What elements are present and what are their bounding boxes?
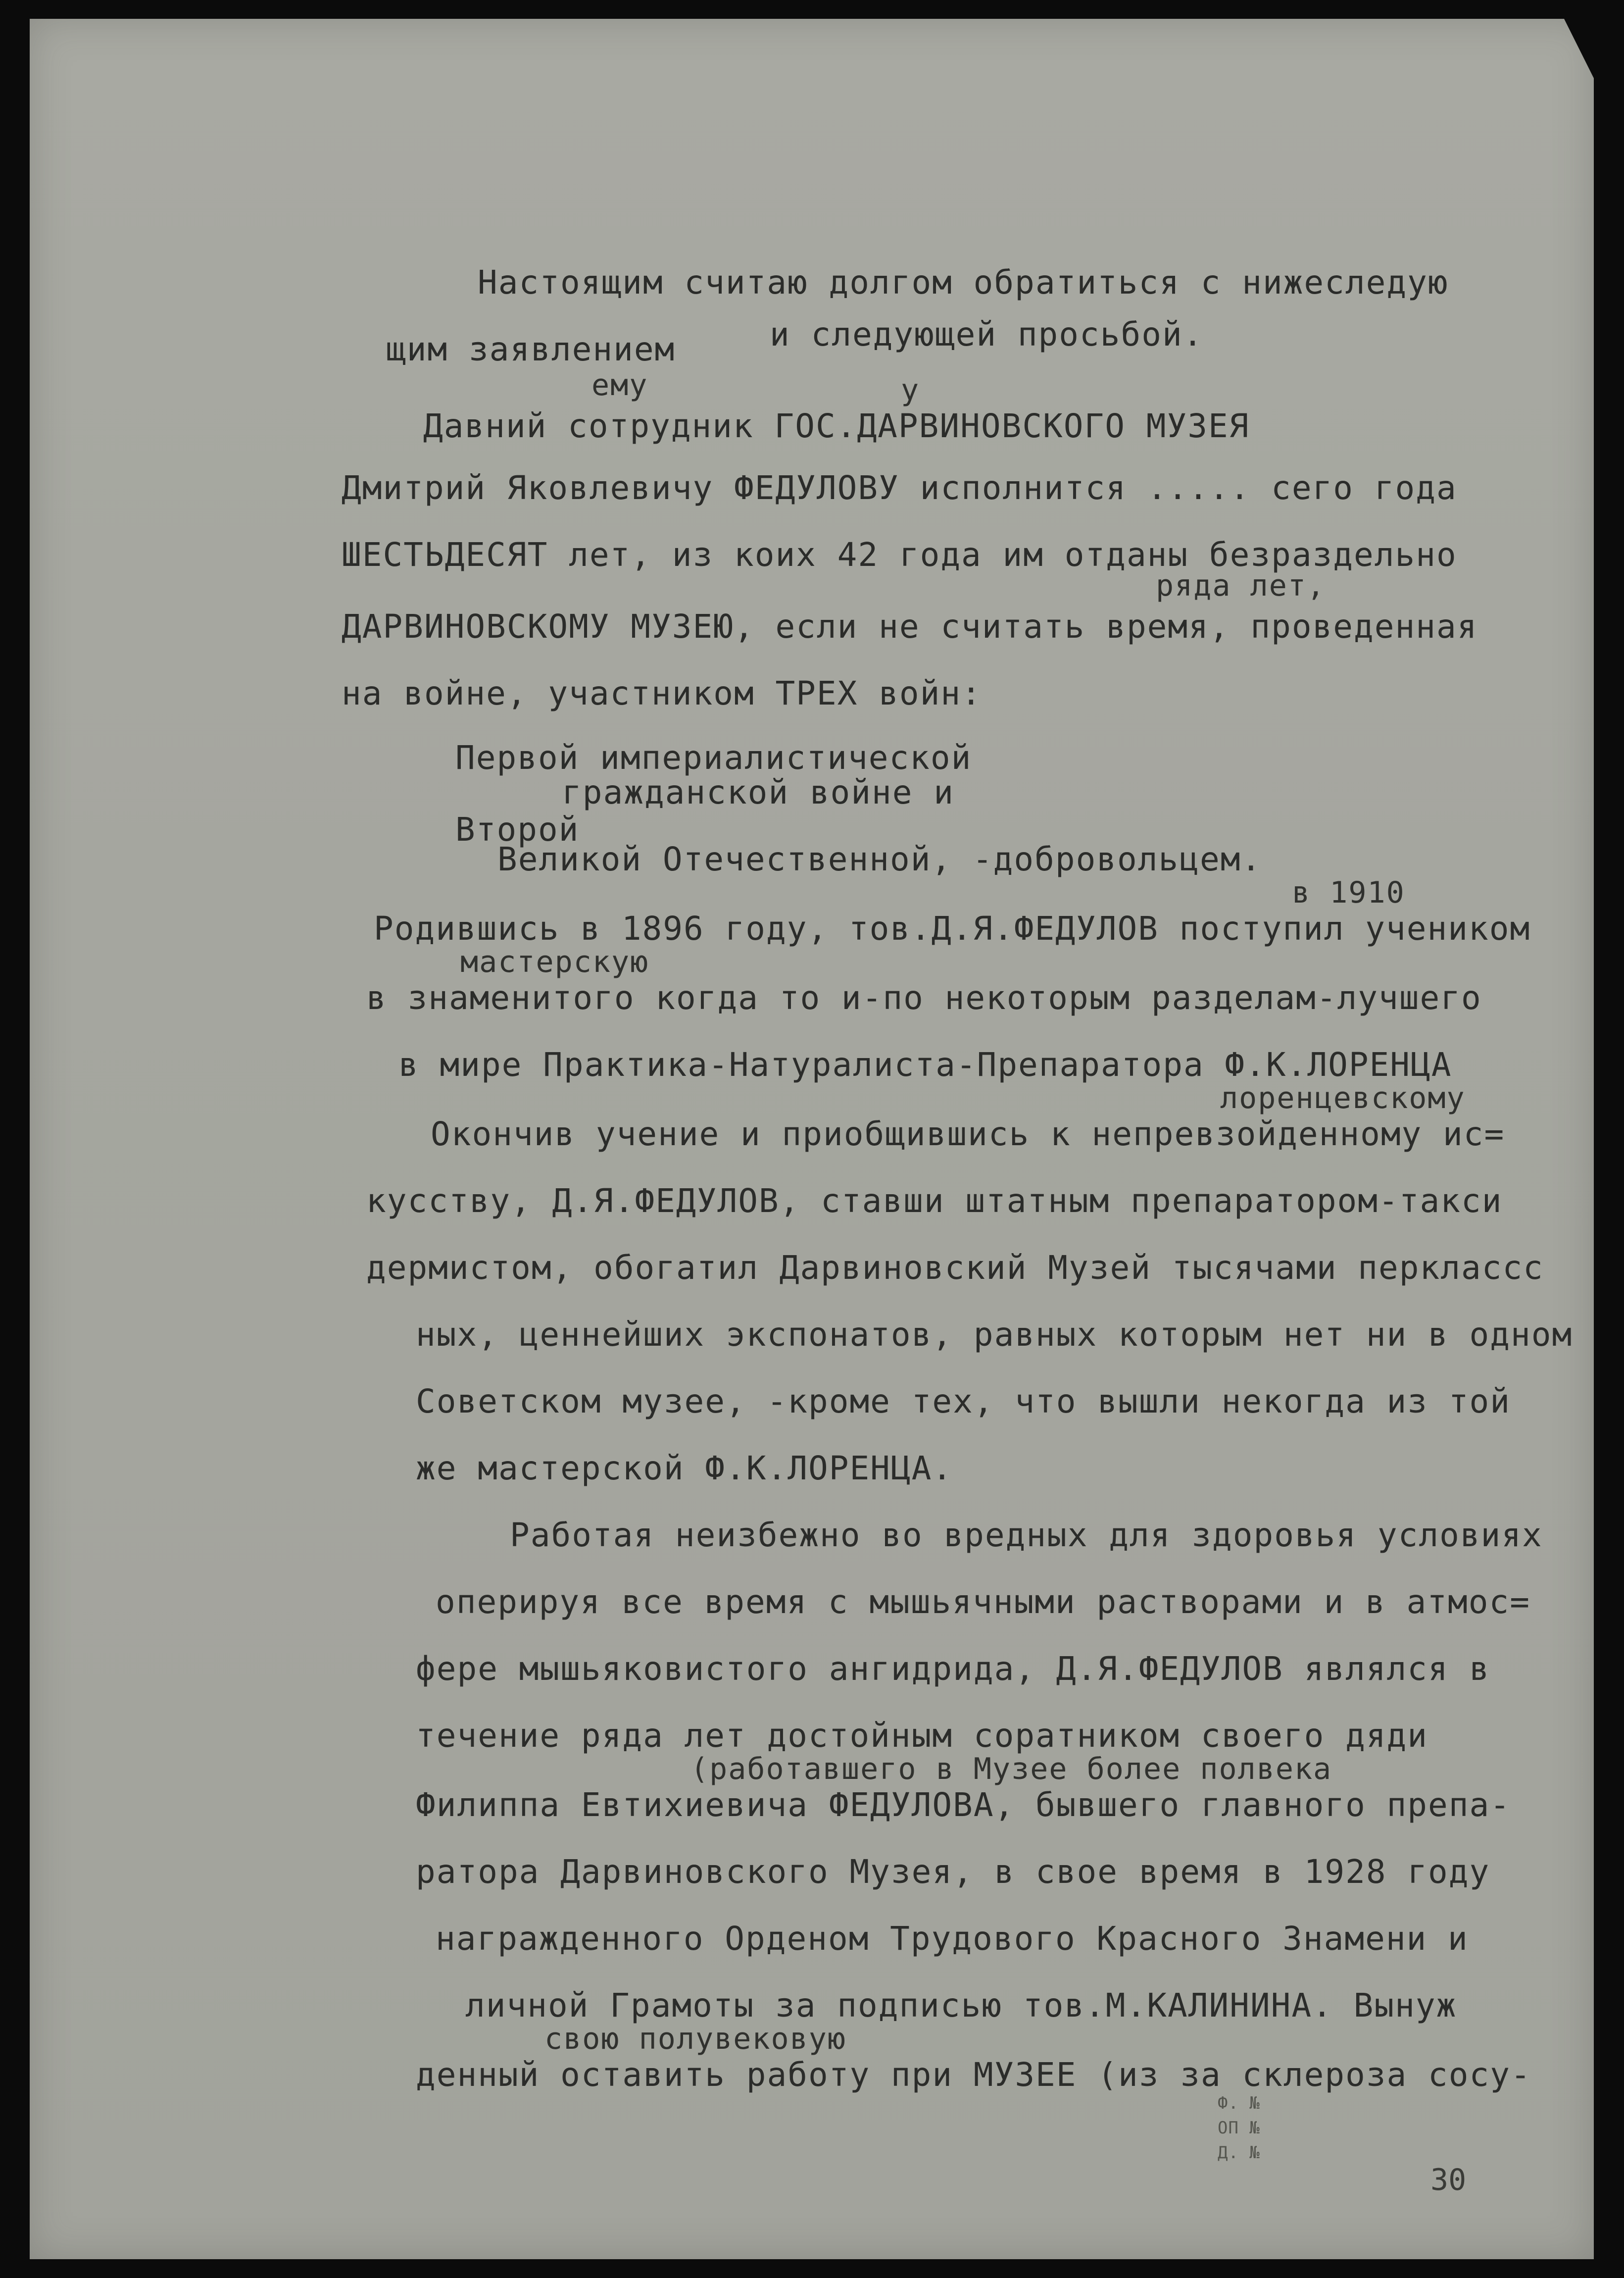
text-line: Филиппа Евтихиевича ФЕДУЛОВА, бывшего главного препа- <box>416 1786 1511 1824</box>
text-line: гражданской войне и <box>562 773 954 811</box>
text-line: течение ряда лет достойным соратником своего дяди <box>416 1717 1428 1755</box>
text-line: ратора Дарвиновского Музея, в свое время в 1928 году <box>416 1853 1490 1891</box>
text-line: щим заявлением <box>386 330 676 368</box>
text-insertion: у <box>901 373 920 407</box>
document-page <box>30 19 1594 2259</box>
text-line: Родившись в 1896 году, тов.Д.Я.ФЕДУЛОВ поступил учеником <box>374 910 1531 948</box>
text-line: же мастерской Ф.К.ЛОРЕНЦА. <box>416 1449 953 1487</box>
archive-stamp-line: ОП № <box>1218 2118 1260 2138</box>
text-line: и следующей просьбой. <box>770 315 1204 354</box>
torn-corner <box>1564 19 1594 78</box>
text-line: Советском музее, -кроме тех, что вышли некогда из той <box>416 1382 1511 1420</box>
text-line: ных, ценнейших экспонатов, равных которым нет ни в одном <box>416 1316 1573 1354</box>
text-line: на войне, участником ТРЕХ войн: <box>342 674 982 712</box>
page-number: 30 <box>1430 2163 1467 2197</box>
text-line: Давний сотрудник ГОС.ДАРВИНОВСКОГО МУЗЕЯ <box>423 407 1250 445</box>
text-insertion: свою полувековую <box>544 2022 846 2056</box>
text-line: Второй <box>455 810 580 849</box>
text-line: личной Грамоты за подписью тов.М.КАЛИНИНА. Вынуж <box>465 1986 1457 2025</box>
archive-stamp-line: Ф. № <box>1218 2093 1260 2113</box>
text-line: кусству, Д.Я.ФЕДУЛОВ, ставши штатным препаратором-такси <box>366 1182 1503 1220</box>
text-insertion: в 1910 <box>1292 875 1405 910</box>
text-line: Великой Отечественной, -добровольцем. <box>497 840 1262 878</box>
text-line: ДАРВИНОВСКОМУ МУЗЕЮ, если не считать время, проведенная <box>342 607 1478 646</box>
text-line: денный оставить работу при МУЗЕЕ (из за склероза сосу- <box>416 2056 1531 2094</box>
text-insertion: ряда лет, <box>1156 568 1326 603</box>
text-line: Дмитрий Яковлевичу ФЕДУЛОВУ исполнится ..... сего года <box>342 469 1457 507</box>
text-insertion: лоренцевскому <box>1220 1081 1466 1115</box>
text-line: в мире Практика-Натуралиста-Препаратора Ф.К.ЛОРЕНЦА <box>398 1046 1452 1084</box>
text-insertion: (работавшего в Музее более полвека <box>690 1752 1332 1786</box>
text-line: награжденного Орденом Трудового Красного Знамени и <box>436 1920 1469 1958</box>
text-line: дермистом, обогатил Дарвиновский Музей тысячами перклассс <box>366 1249 1544 1287</box>
text-insertion: ему <box>591 368 648 403</box>
text-line: Первой империалистической <box>455 739 972 777</box>
text-line: оперируя все время с мышьячными растворами и в атмос= <box>436 1583 1530 1621</box>
text-line: ШЕСТЬДЕСЯТ лет, из коих 42 года им отданы безраздельно <box>342 536 1457 574</box>
text-line: фере мышьяковистого ангидрида, Д.Я.ФЕДУЛОВ являлся в <box>416 1650 1490 1688</box>
archive-stamp-line: Д. № <box>1218 2143 1260 2163</box>
text-line: Окончив учение и приобщившись к непревзойденному ис= <box>431 1115 1505 1153</box>
text-line: в знаменитого когда то и-по некоторым разделам-лучшего <box>366 979 1482 1017</box>
text-insertion: мастерскую <box>460 945 649 979</box>
text-line: Настоящим считаю долгом обратиться с нижеследую <box>478 263 1449 302</box>
text-line: Работая неизбежно во вредных для здоровья условиях <box>510 1516 1543 1554</box>
